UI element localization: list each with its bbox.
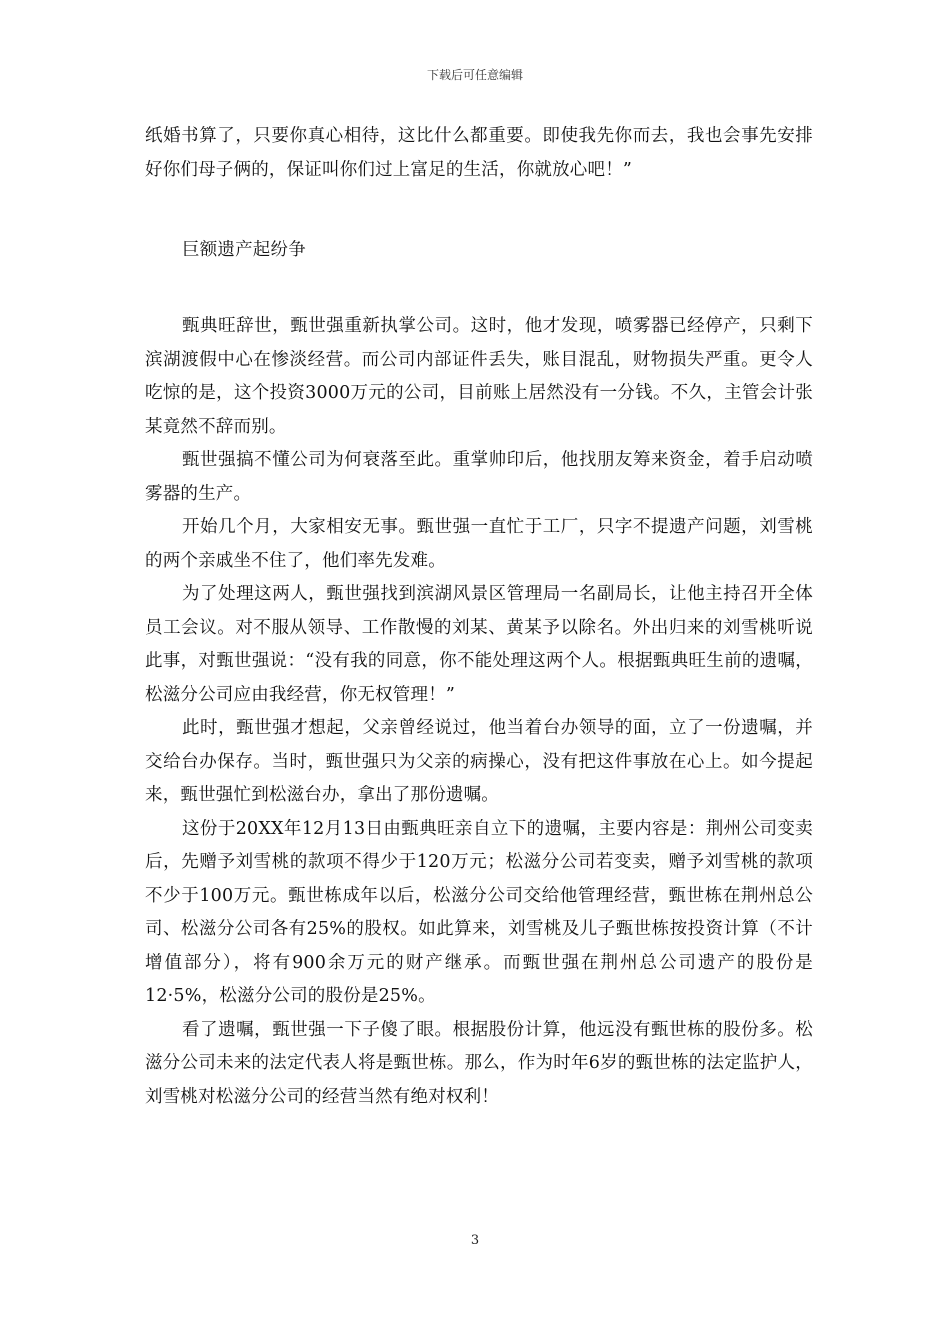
section-heading-block	[145, 234, 813, 268]
page-header: 下载后可任意编辑	[426, 68, 523, 82]
page-number: 3	[470, 1233, 480, 1248]
paragraph-2: 甄世强搞不懂公司为何衰落至此。重掌帅印后，他找朋友筹来资金，着手启动喷雾器的生产。	[145, 450, 813, 504]
section-heading: 巨额遗产起纷争	[182, 240, 306, 260]
paragraph-3: 开始几个月，大家相安无事。甄世强一直忙于工厂，只字不提遗产问题，刘雪桃的两个亲戚坐不住了，他们率先发难。	[145, 517, 813, 571]
paragraph-4: 为了处理这两人，甄世强找到滨湖风景区管理局一名副局长，让他主持召开全体员工会议。对不服从领导、工作散慢的刘某、黄某予以除名。外出归来的刘雪桃听说此事，对甄世强说：“没有我的同意，你不能处理这两个人。根据甄典旺生前的遗嘱，松滋分公司应由我经营，你无权管理！”	[145, 584, 813, 705]
paragraph-5: 此时，甄世强才想起，父亲曾经说过，他当着台办领导的面，立了一份遗嘱，并交给台办保存。当时，甄世强只为父亲的病操心，没有把这件事放在心上。如今提起来，甄世强忙到松滋台办，拿出了那份遗嘱。	[145, 718, 813, 805]
main-text-block	[145, 310, 813, 1114]
continued-paragraph-block	[145, 120, 813, 187]
paragraph-6: 这份于20XX年12月13日由甄典旺亲自立下的遗嘱，主要内容是：荆州公司变卖后，先赠予刘雪桃的款项不得少于120万元；松滋分公司若变卖，赠予刘雪桃的款项不少于100万元。甄世栋成年以后，松滋分公司交给他管理经营，甄世栋在荆州总公司、松滋分公司各有25%的股权。如此算来，刘雪桃及儿子甄世栋按投资计算（不计增值部分），将有900余万元的财产继承。而甄世强在荆州总公司遗产的股份是12·5%，松滋分公司的股份是25%。	[145, 818, 813, 1006]
paragraph-1: 甄典旺辞世，甄世强重新执掌公司。这时，他才发现，喷雾器已经停产，只剩下滨湖渡假中心在惨淡经营。而公司内部证件丢失，账目混乱，财物损失严重。更令人吃惊的是，这个投资3000万元的公司，目前账上居然没有一分钱。不久，主管会计张某竟然不辞而别。	[145, 316, 813, 437]
paragraph-continued: 纸婚书算了，只要你真心相待，这比什么都重要。即使我先你而去，我也会事先安排好你们母子俩的，保证叫你们过上富足的生活，你就放心吧！”	[145, 126, 813, 180]
paragraph-7: 看了遗嘱，甄世强一下子傻了眼。根据股份计算，他远没有甄世栋的股份多。松滋分公司未来的法定代表人将是甄世栋。那么，作为时年6岁的甄世栋的法定监护人，刘雪桃对松滋分公司的经营当然有绝对权利！	[145, 1019, 813, 1107]
